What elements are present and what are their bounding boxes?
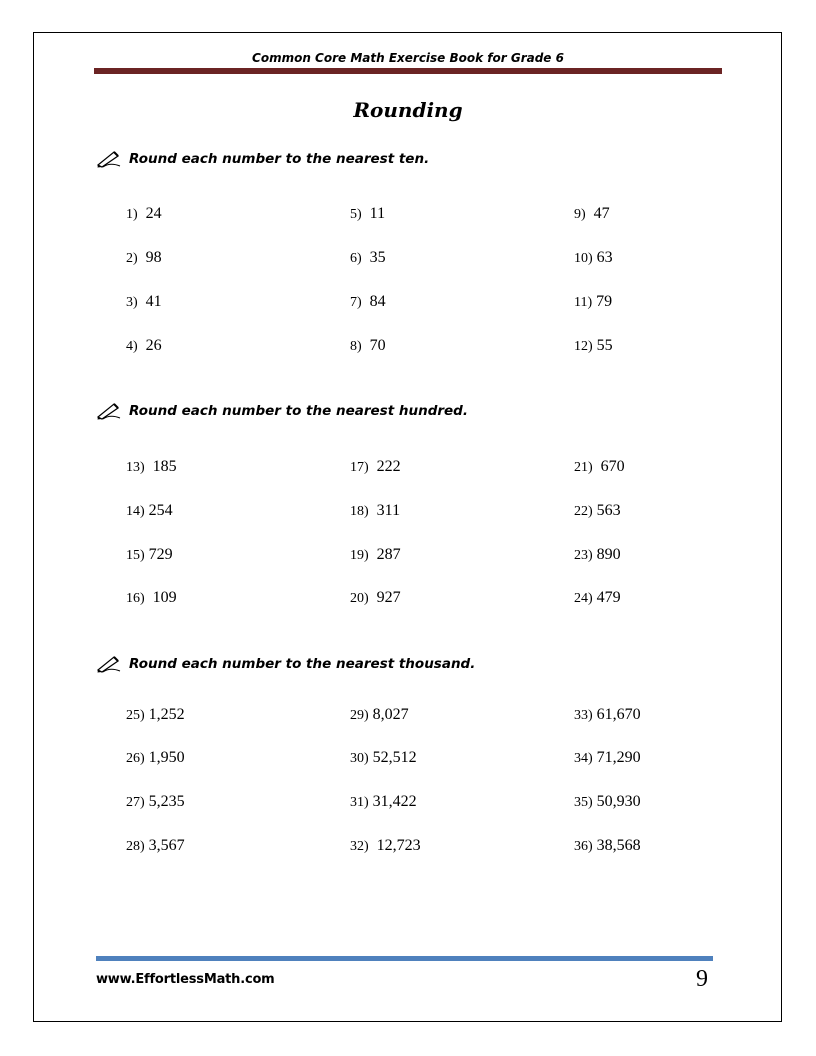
problem-value: 55 [596, 337, 613, 354]
problem-number: 30) [350, 751, 369, 766]
pencil-icon [96, 655, 122, 673]
problem-number: 22) [574, 504, 593, 519]
problem-number: 3) [126, 295, 138, 310]
problem [126, 589, 177, 607]
footer-rule [96, 956, 713, 961]
problem-value: 61,670 [596, 706, 641, 723]
problem [350, 293, 386, 311]
problem [126, 546, 173, 564]
problem-number: 35) [574, 795, 593, 810]
problem-value: 479 [596, 589, 621, 606]
problem-number: 4) [126, 339, 138, 354]
problem [574, 337, 613, 355]
problem-number: 12) [574, 339, 593, 354]
instruction-text: Round each number to the nearest hundred. [129, 403, 468, 419]
page-title: Rounding [353, 98, 463, 122]
page-frame [33, 32, 782, 1022]
problem-value: 38,568 [596, 837, 641, 854]
problem-value: 50,930 [596, 793, 641, 810]
problem-value: 52,512 [372, 749, 417, 766]
problem-number: 24) [574, 591, 593, 606]
problem-value: 63 [596, 249, 613, 266]
problem-value: 12,723 [376, 837, 421, 854]
problem-number: 21) [574, 460, 593, 475]
problem [574, 249, 613, 267]
problem-number: 11) [574, 295, 593, 310]
problem-value: 11 [369, 205, 386, 222]
problem-number: 19) [350, 548, 369, 563]
problem [350, 205, 385, 223]
problem-value: 47 [593, 205, 610, 222]
problem [126, 337, 162, 355]
problem [574, 502, 621, 520]
problem-value: 890 [596, 546, 621, 563]
problem [126, 749, 185, 767]
problem-number: 32) [350, 839, 369, 854]
problem-number: 8) [350, 339, 362, 354]
problem-number: 5) [350, 207, 362, 222]
problem-value: 109 [152, 589, 177, 606]
problem [350, 458, 401, 476]
problem-value: 1,252 [148, 706, 185, 723]
problem-value: 5,235 [148, 793, 185, 810]
problem-number: 26) [126, 751, 145, 766]
problem-number: 20) [350, 591, 369, 606]
problem [350, 546, 401, 564]
problem [574, 458, 625, 476]
problem-number: 2) [126, 251, 138, 266]
problem-number: 25) [126, 708, 145, 723]
problem [574, 793, 641, 811]
problem-value: 1,950 [148, 749, 185, 766]
page-number: 9 [696, 966, 708, 992]
problem-number: 1) [126, 207, 138, 222]
problem [350, 706, 409, 724]
problem [126, 502, 173, 520]
problem-value: 185 [152, 458, 177, 475]
problem-number: 14) [126, 504, 145, 519]
problem-number: 16) [126, 591, 145, 606]
problem-value: 98 [145, 249, 162, 266]
problem-value: 79 [596, 293, 613, 310]
problem [574, 706, 641, 724]
problem-value: 71,290 [596, 749, 641, 766]
problem-value: 254 [148, 502, 173, 519]
problem-number: 23) [574, 548, 593, 563]
problem-value: 31,422 [372, 793, 417, 810]
problem [350, 249, 386, 267]
problem-number: 7) [350, 295, 362, 310]
footer-website-link[interactable]: www.EffortlessMath.com [96, 972, 275, 987]
problem-number: 34) [574, 751, 593, 766]
problem-value: 222 [376, 458, 401, 475]
problem [350, 793, 417, 811]
problem-value: 311 [376, 502, 401, 519]
problem [574, 749, 641, 767]
problem-number: 36) [574, 839, 593, 854]
problem-value: 670 [600, 458, 625, 475]
pencil-icon [96, 150, 122, 168]
problem-value: 41 [145, 293, 162, 310]
instruction-text: Round each number to the nearest thousand. [129, 656, 476, 672]
pencil-icon [96, 402, 122, 420]
problem-number: 27) [126, 795, 145, 810]
problem-number: 18) [350, 504, 369, 519]
section-3-instruction [96, 653, 475, 675]
problem-number: 6) [350, 251, 362, 266]
problem [574, 205, 610, 223]
problem-number: 28) [126, 839, 145, 854]
section-2-instruction [96, 400, 468, 422]
problem-number: 13) [126, 460, 145, 475]
problem [350, 589, 401, 607]
problem [350, 749, 417, 767]
problem [574, 546, 621, 564]
problem-number: 10) [574, 251, 593, 266]
problem [350, 337, 386, 355]
problem [126, 458, 177, 476]
problem [574, 589, 621, 607]
problem-value: 563 [596, 502, 621, 519]
section-1-instruction [96, 148, 429, 170]
problem-value: 70 [369, 337, 386, 354]
problem [126, 293, 162, 311]
problem-value: 24 [145, 205, 162, 222]
problem [126, 249, 162, 267]
problem-number: 33) [574, 708, 593, 723]
problem-value: 84 [369, 293, 386, 310]
problem [126, 837, 185, 855]
problem-number: 31) [350, 795, 369, 810]
problem-number: 29) [350, 708, 369, 723]
problem [574, 293, 612, 311]
problem [350, 502, 400, 520]
instruction-text: Round each number to the nearest ten. [129, 151, 430, 167]
problem-number: 9) [574, 207, 586, 222]
problem-value: 3,567 [148, 837, 185, 854]
problem [126, 205, 162, 223]
problem-number: 17) [350, 460, 369, 475]
problem-value: 729 [148, 546, 173, 563]
problem [350, 837, 421, 855]
problem [126, 793, 185, 811]
problem [126, 706, 185, 724]
problem-number: 15) [126, 548, 145, 563]
problem-value: 8,027 [372, 706, 409, 723]
problem-value: 26 [145, 337, 162, 354]
header-rule [94, 68, 722, 74]
problem-value: 35 [369, 249, 386, 266]
problem [574, 837, 641, 855]
problem-value: 287 [376, 546, 401, 563]
problem-value: 927 [376, 589, 401, 606]
header-book-title: Common Core Math Exercise Book for Grade 6 [252, 51, 564, 65]
